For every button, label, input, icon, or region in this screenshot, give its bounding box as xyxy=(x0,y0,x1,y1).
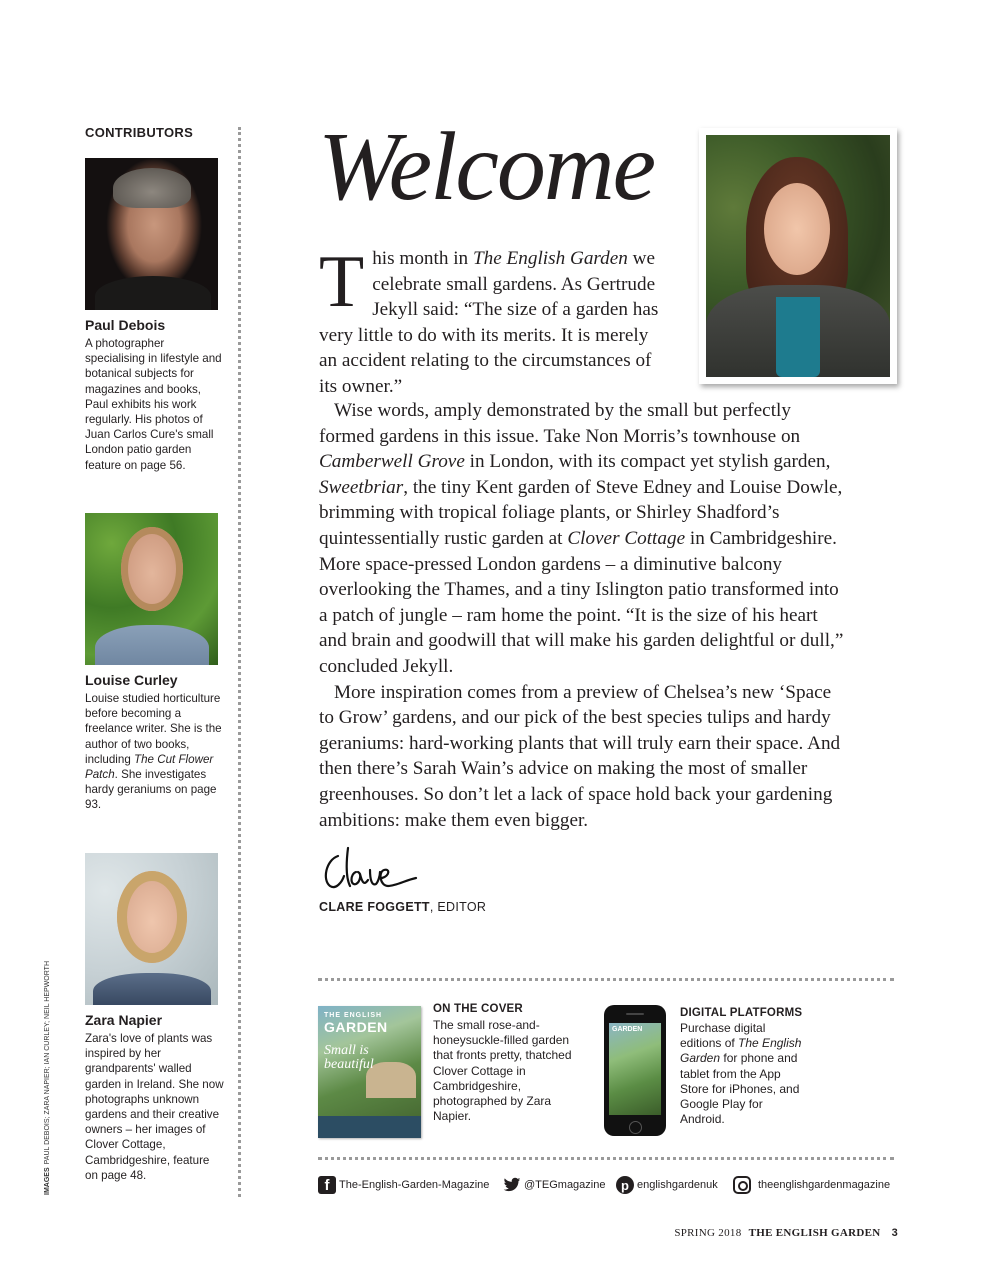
contributor-name: Zara Napier xyxy=(85,1012,163,1028)
social-pinterest[interactable]: p englishgardenuk xyxy=(616,1174,718,1196)
digital-heading: DIGITAL PLATFORMS xyxy=(680,1007,803,1019)
publication-name: THE ENGLISH GARDEN xyxy=(748,1227,881,1239)
contributor-photo xyxy=(85,513,218,665)
column-divider xyxy=(238,127,241,1197)
editor-photo xyxy=(699,128,897,384)
cover-thumbnail: THE ENGLISH GARDEN Small is beautiful xyxy=(318,1006,421,1138)
instagram-icon xyxy=(733,1176,751,1194)
contributor-name: Paul Debois xyxy=(85,317,166,333)
cover-heading: ON THE COVER xyxy=(433,1003,523,1015)
contributor-photo xyxy=(85,158,218,310)
pinterest-icon: p xyxy=(616,1176,634,1194)
page-number: 3 xyxy=(891,1227,898,1239)
page-footer xyxy=(674,1227,898,1239)
twitter-icon xyxy=(503,1176,521,1194)
contributors-column xyxy=(85,125,225,1182)
welcome-title: Welcome xyxy=(318,113,655,221)
editor-credit: CLARE FOGGETT, EDITOR xyxy=(319,900,487,914)
intro-paragraph: T his month in The English Garden we celebrate small gardens. As Gertrude Jekyll said: “The size of a garden has very little to do with its merits. It is merely an accident relating to the circumstances of its owner.” xyxy=(319,241,659,397)
contributor-zara-napier xyxy=(85,853,225,1183)
contributor-bio: Zara's love of plants was inspired by her grandparents' walled garden in Ireland. She now photographs unknown gardens and their creative owners – her images of Clover Cottage, Cambridgeshire, feature on page 48. xyxy=(85,1032,224,1182)
section-divider xyxy=(318,1157,894,1160)
paragraph: More inspiration comes from a preview of Chelsea’s new ‘Space to Grow’ gardens, and our pick of the best species tulips and hardy geraniums: hard-working plants that will truly earn their space. And then there’s Sarah Wain’s advice on making the most of smaller greenhouses. So don’t let a lack of space hold back your gardening ambitions: make them even bigger. xyxy=(319,681,841,831)
image-credits: IMAGESPAUL DEBOIS; ZARA NAPIER; IAN CURLEY; NEIL HEPWORTH xyxy=(44,961,51,1195)
social-twitter[interactable]: @TEGmagazine xyxy=(503,1174,605,1196)
drop-cap: T xyxy=(319,241,365,323)
digital-description: Purchase digital editions of The English Garden for phone and tablet from the App Store for iPhones, and Google Play for Android. xyxy=(680,1021,802,1127)
social-instagram[interactable]: theenglishgardenmagazine xyxy=(733,1174,890,1196)
editor-signature xyxy=(320,842,430,898)
section-divider xyxy=(318,978,894,981)
phone-illustration: GARDEN xyxy=(604,1005,666,1136)
contributor-paul-debois xyxy=(85,158,225,473)
contributor-photo xyxy=(85,853,218,1005)
issue-date: SPRING 2018 xyxy=(674,1227,742,1239)
contributor-bio: A photographer specialising in lifestyle and botanical subjects for magazines and books, Paul exhibits his work regularly. His photos of Juan Carlos Cure's small London patio garden feature on page 56. xyxy=(85,337,222,472)
contributor-louise-curley xyxy=(85,513,225,813)
paragraph: Wise words, amply demonstrated by the small but perfectly formed gardens in this issue. Take Non Morris’s townhouse on Camberwell Grove in London, with its compact yet stylish garden, Sweetbriar, the tiny Kent garden of Steve Edney and Louise Dowle, brimming with tropical foliage plants, or Shirley Shadford’s quintessentially rustic garden at Clover Cottage in Cambridgeshire. More space-pressed London gardens – a diminutive balcony overlooking the Thames, and a tiny Islington patio transformed into a patch of jungle – ram home the point. “It is the size of his heart and brain and goodwill that will make his garden delightful or dull,” concluded Jekyll. xyxy=(319,400,844,677)
facebook-icon: f xyxy=(318,1176,336,1194)
social-facebook[interactable]: f The-English-Garden-Magazine xyxy=(318,1174,489,1196)
contributors-heading: CONTRIBUTORS xyxy=(85,125,194,140)
cover-description: The small rose-and-honeysuckle-filled garden that fronts pretty, thatched Clover Cottage in Cambridgeshire, photographed by Zara Napier. xyxy=(433,1018,572,1124)
contributor-bio: Louise studied horticulture before becoming a freelance writer. She is the author of two books, including The Cut Flower Patch. She investigates hardy geraniums on page 93. xyxy=(85,692,222,812)
contributor-name: Louise Curley xyxy=(85,672,178,688)
body-paragraphs xyxy=(319,398,849,833)
